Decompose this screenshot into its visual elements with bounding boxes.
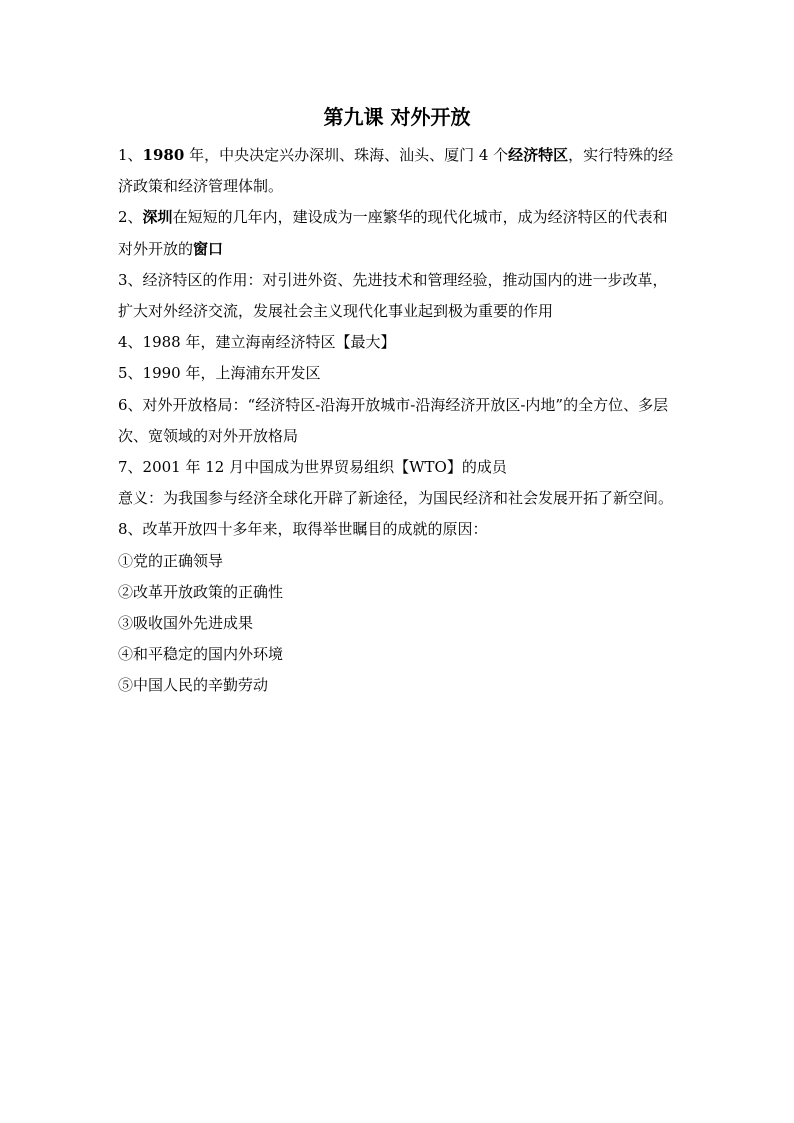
point-1-prefix: 1、 — [118, 146, 143, 164]
point-2-keyword-shenzhen: 深圳 — [142, 208, 173, 227]
point-2-keyword-window: 窗口 — [193, 239, 224, 258]
reason-item: ②改革开放政策的正确性 — [118, 582, 284, 601]
point-2-prefix: 2、 — [118, 208, 143, 227]
lesson-title: 第九课 对外开放 — [323, 105, 471, 129]
point-7-meaning: 意义：为我国参与经济全球化开辟了新途径，为国民经济和社会发展开拓了新空间。 — [118, 489, 674, 508]
point-1-text-a: 年，中央决定兴办深圳、珠海、汕头、厦门 4 个 — [184, 146, 509, 164]
reason-item: ⑤中国人民的辛勤劳动 — [118, 676, 269, 695]
point-4: 4、1988 年，建立海南经济特区【最大】 — [118, 333, 396, 352]
reason-item: ④和平稳定的国内外环境 — [118, 645, 284, 664]
point-1 — [118, 140, 678, 202]
lesson-body — [118, 140, 678, 702]
point-1-text-b: ，实行特殊的经济政策和经济管理体制。 — [118, 146, 674, 196]
point-7: 7、2001 年 12 月中国成为世界贸易组织【WTO】的成员 — [118, 458, 507, 477]
point-3: 3、经济特区的作用：对引进外资、先进技术和管理经验，推动国内的进一步改革，扩大对外经济交流，发展社会主义现代化事业起到极为重要的作用 — [118, 270, 668, 321]
point-5: 5、1990 年，上海浦东开发区 — [118, 364, 321, 383]
point-2-text: 在短短的几年内，建设成为一座繁华的现代化城市，成为经济特区的代表和对外开放的 — [118, 208, 668, 258]
reason-item: ①党的正确领导 — [118, 551, 224, 570]
point-1-year: 1980 — [142, 146, 185, 164]
point-2 — [118, 202, 678, 264]
point-1-keyword: 经济特区 — [508, 146, 569, 164]
point-8: 8、改革开放四十多年来，取得举世瞩目的成就的原因： — [118, 520, 488, 539]
point-6: 6、对外开放格局：“经济特区-沿海开放城市-沿海经济开放区-内地”的全方位、多层次、宽领域的对外开放格局 — [118, 395, 669, 445]
reason-item: ③吸收国外先进成果 — [118, 614, 254, 633]
